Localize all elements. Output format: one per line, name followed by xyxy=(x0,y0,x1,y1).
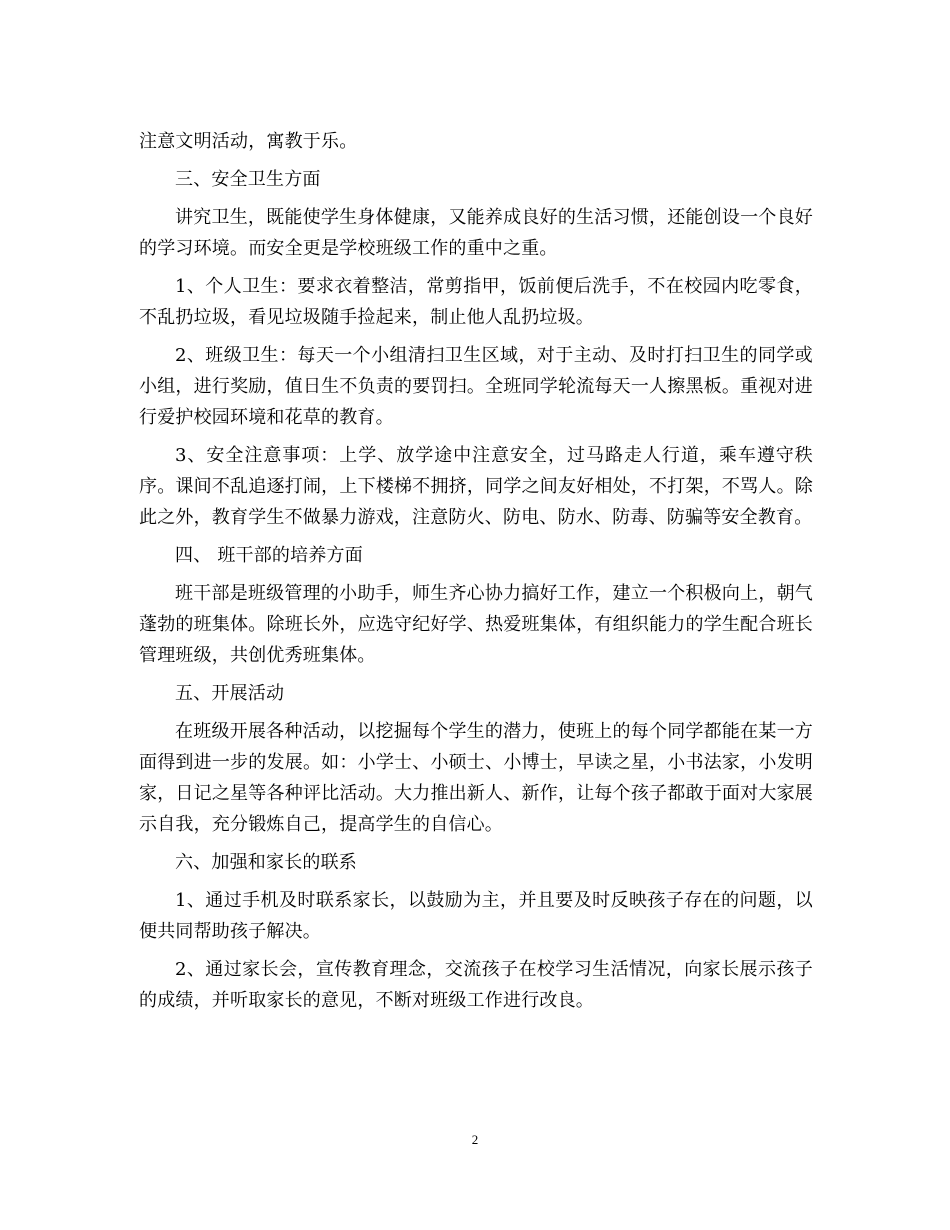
section-heading: 三、安全卫生方面 xyxy=(175,169,321,190)
paragraph: 2、通过家长会，宣传教育理念，交流孩子在校学习生活情况，向家长展示孩子的成绩，并听取家长的意见，不断对班级工作进行改良。 xyxy=(139,959,813,1011)
paragraph: 班干部是班级管理的小助手，师生齐心协力搞好工作，建立一个积极向上，朝气蓬勃的班集体。除班长外，应选守纪好学、热爱班集体，有组织能力的学生配合班长管理班级，共创优秀班集体。 xyxy=(139,583,813,666)
page-number: 2 xyxy=(471,1132,479,1147)
document-body xyxy=(139,126,813,1023)
paragraph: 讲究卫生，既能使学生身体健康，又能养成良好的生活习惯，还能创设一个良好的学习环境。而安全更是学校班级工作的重中之重。 xyxy=(139,207,813,259)
paragraph: 1、个人卫生：要求衣着整洁，常剪指甲，饭前便后洗手，不在校园内吃零食，不乱扔垃圾，看见垃圾随手捡起来，制止他人乱扔垃圾。 xyxy=(139,276,813,328)
paragraph: 注意文明活动，寓教于乐。 xyxy=(139,131,358,152)
paragraph: 2、班级卫生：每天一个小组清扫卫生区域，对于主动、及时打扫卫生的同学或小组，进行奖励，值日生不负责的要罚扫。全班同学轮流每天一人擦黑板。重视对进行爱护校园环境和花草的教育。 xyxy=(139,345,813,428)
section-heading: 五、开展活动 xyxy=(175,683,285,704)
section-heading: 六、加强和家长的联系 xyxy=(175,852,357,873)
paragraph: 3、安全注意事项：上学、放学途中注意安全，过马路走人行道，乘车遵守秩序。课间不乱追逐打闹，上下楼梯不拥挤，同学之间友好相处，不打架，不骂人。除此之外，教育学生不做暴力游戏，注意防火、防电、防水、防毒、防骗等安全教育。 xyxy=(139,445,813,528)
paragraph: 1、通过手机及时联系家长，以鼓励为主，并且要及时反映孩子存在的问题，以便共同帮助孩子解决。 xyxy=(139,890,813,942)
paragraph: 在班级开展各种活动，以挖掘每个学生的潜力，使班上的每个同学都能在某一方面得到进一步的发展。如：小学士、小硕士、小博士，早读之星，小书法家，小发明家，日记之星等各种评比活动。大力推出新人、新作，让每个孩子都敢于面对大家展示自我，充分锻炼自己，提高学生的自信心。 xyxy=(139,721,813,835)
section-heading: 四、 班干部的培养方面 xyxy=(175,545,363,566)
